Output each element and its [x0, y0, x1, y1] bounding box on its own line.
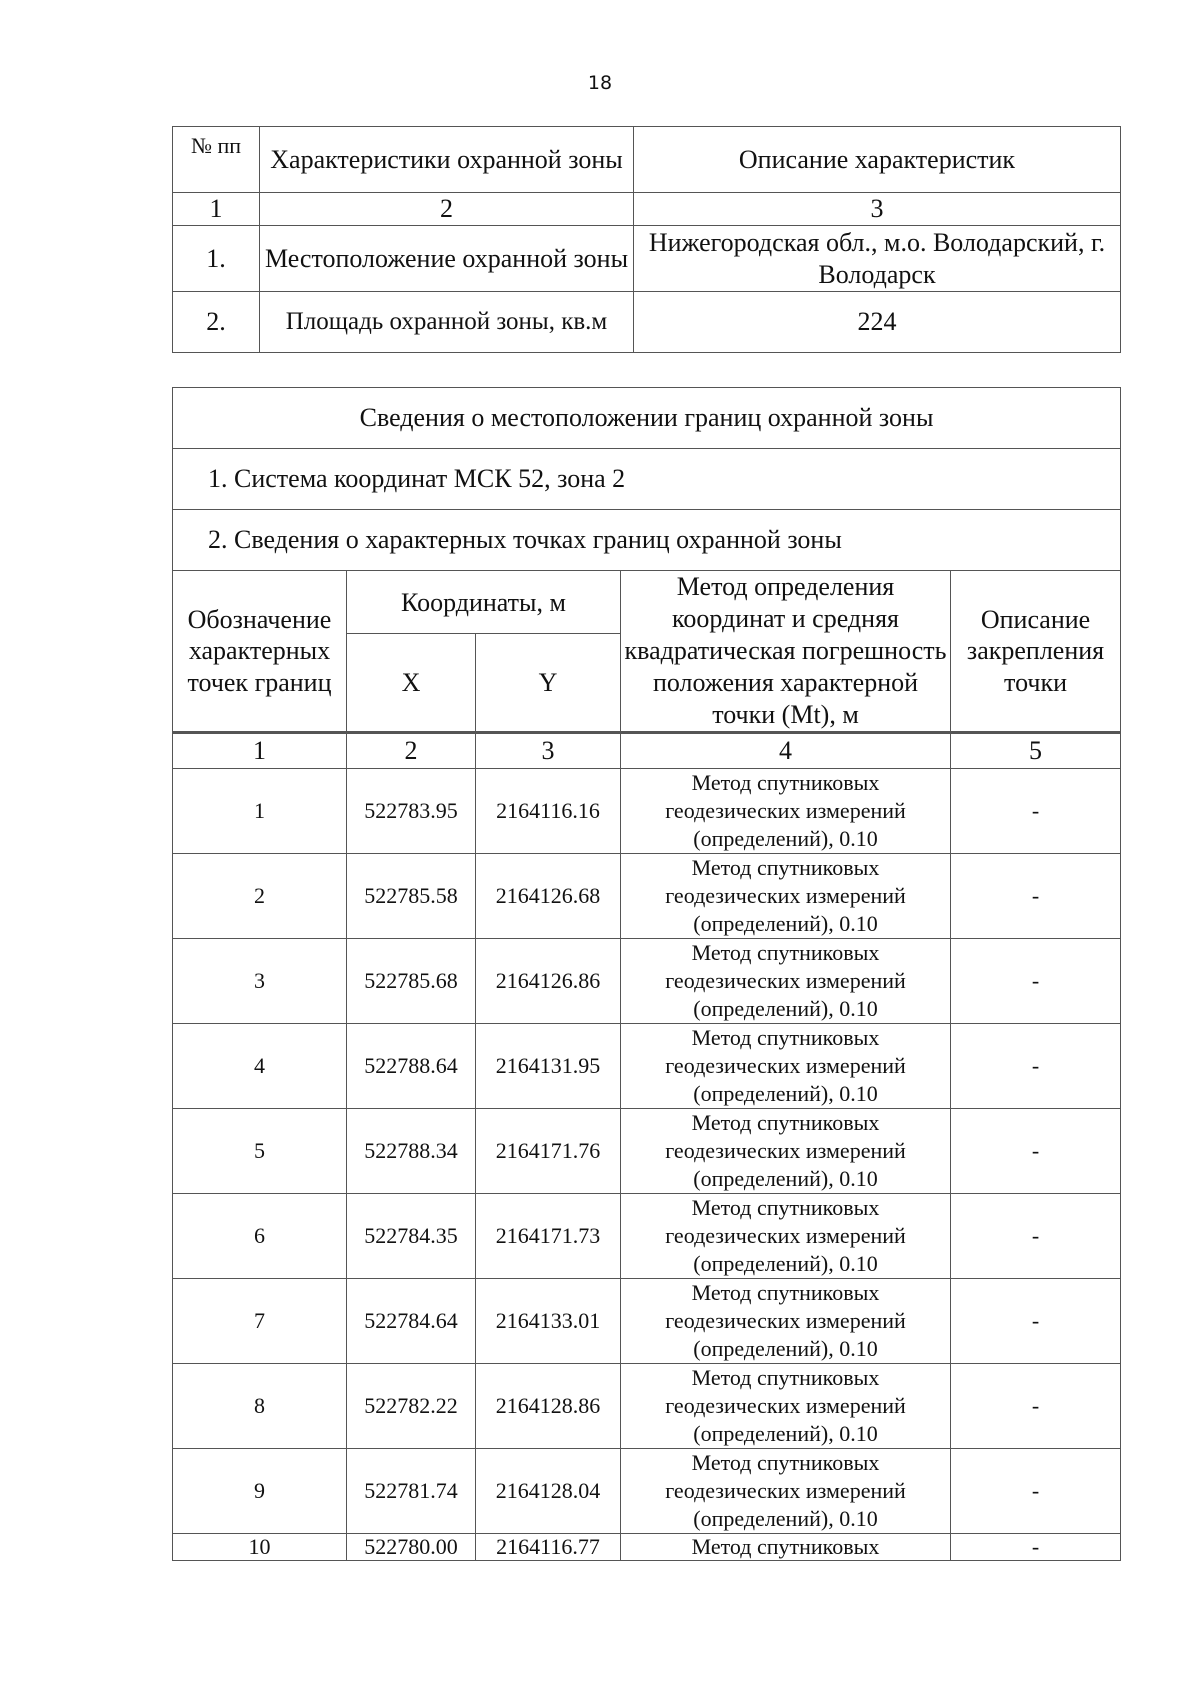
column-number: 3 [634, 193, 1121, 226]
column-number: 2 [347, 733, 476, 769]
point-cell: 3 [173, 939, 347, 1024]
fixing-cell: - [951, 854, 1121, 939]
x-cell: 522788.34 [347, 1109, 476, 1194]
table-row [173, 769, 1121, 854]
x-cell: 522784.35 [347, 1194, 476, 1279]
method-cell: Метод спутниковых геодезических измерений (определений), 0.10 [621, 1194, 951, 1279]
table-row [173, 1194, 1121, 1279]
fixing-cell: - [951, 1534, 1121, 1561]
characteristic-cell: Площадь охранной зоны, кв.м [260, 292, 634, 353]
y-cell: 2164171.76 [476, 1109, 621, 1194]
table-row [173, 1109, 1121, 1194]
points-title-label: 2. Сведения о характерных точках границ охранной зоны [173, 510, 1121, 571]
header-fixing: Описание закрепления точки [951, 571, 1121, 733]
method-cell: Метод спутниковых геодезических измерений (определений), 0.10 [621, 939, 951, 1024]
method-cell: Метод спутниковых геодезических измерений (определений), 0.10 [621, 1109, 951, 1194]
table-row [173, 1024, 1121, 1109]
header-designation: Обозначение характерных точек границ [173, 571, 347, 733]
method-cell: Метод спутниковых геодезических измерений (определений), 0.10 [621, 1449, 951, 1534]
y-cell: 2164126.86 [476, 939, 621, 1024]
column-number: 1 [173, 733, 347, 769]
zone-characteristics-table [172, 126, 1121, 353]
fixing-cell: - [951, 1449, 1121, 1534]
page-number: 18 [587, 72, 613, 94]
description-cell: Нижегородская обл., м.о. Володарский, г. Володарск [634, 226, 1121, 292]
fixing-cell: - [951, 1279, 1121, 1364]
method-cell: Метод спутниковых геодезических измерений (определений), 0.10 [621, 854, 951, 939]
fixing-cell: - [951, 1194, 1121, 1279]
fixing-cell: - [951, 1109, 1121, 1194]
fixing-cell: - [951, 939, 1121, 1024]
x-cell: 522788.64 [347, 1024, 476, 1109]
x-cell: 522784.64 [347, 1279, 476, 1364]
y-cell: 2164171.73 [476, 1194, 621, 1279]
x-cell: 522785.58 [347, 854, 476, 939]
x-cell: 522781.74 [347, 1449, 476, 1534]
table-row [173, 854, 1121, 939]
point-cell: 5 [173, 1109, 347, 1194]
table-row [173, 1449, 1121, 1534]
y-cell: 2164128.86 [476, 1364, 621, 1449]
table-row [173, 939, 1121, 1024]
point-cell: 6 [173, 1194, 347, 1279]
method-cell: Метод спутниковых геодезических измерений (определений), 0.10 [621, 1364, 951, 1449]
column-number-row [173, 193, 1121, 226]
x-cell: 522783.95 [347, 769, 476, 854]
coord-system-row [173, 449, 1121, 510]
column-number: 1 [173, 193, 260, 226]
boundary-table-title: Сведения о местоположении границ охранной зоны [173, 388, 1121, 449]
column-number: 2 [260, 193, 634, 226]
table-header-row [173, 127, 1121, 193]
header-coordinates: Координаты, м [347, 571, 621, 634]
table-row [173, 292, 1121, 353]
point-cell: 9 [173, 1449, 347, 1534]
column-number: 3 [476, 733, 621, 769]
x-cell: 522785.68 [347, 939, 476, 1024]
table-title-row [173, 388, 1121, 449]
boundary-points-table [172, 387, 1121, 1561]
row-number: 2. [173, 292, 260, 353]
table-row [173, 1534, 1121, 1561]
point-cell: 8 [173, 1364, 347, 1449]
y-cell: 2164116.16 [476, 769, 621, 854]
table-row [173, 226, 1121, 292]
method-cell: Метод спутниковых геодезических измерений (определений), 0.10 [621, 1024, 951, 1109]
header-method: Метод определения координат и средняя квадратическая погрешность положения характерной точки (Mt), м [621, 571, 951, 733]
characteristic-cell: Местоположение охранной зоны [260, 226, 634, 292]
table-header-row [173, 571, 1121, 634]
point-cell: 2 [173, 854, 347, 939]
y-cell: 2164128.04 [476, 1449, 621, 1534]
point-cell: 4 [173, 1024, 347, 1109]
point-cell: 7 [173, 1279, 347, 1364]
method-cell: Метод спутниковых геодезических измерений (определений), 0.10 [621, 1279, 951, 1364]
y-cell: 2164116.77 [476, 1534, 621, 1561]
table-row [173, 1364, 1121, 1449]
x-cell: 522780.00 [347, 1534, 476, 1561]
method-cell: Метод спутниковых геодезических измерений (определений), 0.10 [621, 769, 951, 854]
points-title-row [173, 510, 1121, 571]
x-cell: 522782.22 [347, 1364, 476, 1449]
column-number: 5 [951, 733, 1121, 769]
point-cell: 10 [173, 1534, 347, 1561]
row-number: 1. [173, 226, 260, 292]
y-cell: 2164133.01 [476, 1279, 621, 1364]
column-number: 4 [621, 733, 951, 769]
header-y: Y [476, 634, 621, 733]
coord-system-label: 1. Система координат МСК 52, зона 2 [173, 449, 1121, 510]
header-cell: № пп [173, 127, 260, 193]
header-cell: Описание характеристик [634, 127, 1121, 193]
table-row [173, 1279, 1121, 1364]
fixing-cell: - [951, 769, 1121, 854]
y-cell: 2164131.95 [476, 1024, 621, 1109]
y-cell: 2164126.68 [476, 854, 621, 939]
header-cell: Характеристики охранной зоны [260, 127, 634, 193]
method-cell: Метод спутниковых [621, 1534, 951, 1561]
fixing-cell: - [951, 1364, 1121, 1449]
point-cell: 1 [173, 769, 347, 854]
fixing-cell: - [951, 1024, 1121, 1109]
column-number-row [173, 733, 1121, 769]
header-x: X [347, 634, 476, 733]
description-cell: 224 [634, 292, 1121, 353]
